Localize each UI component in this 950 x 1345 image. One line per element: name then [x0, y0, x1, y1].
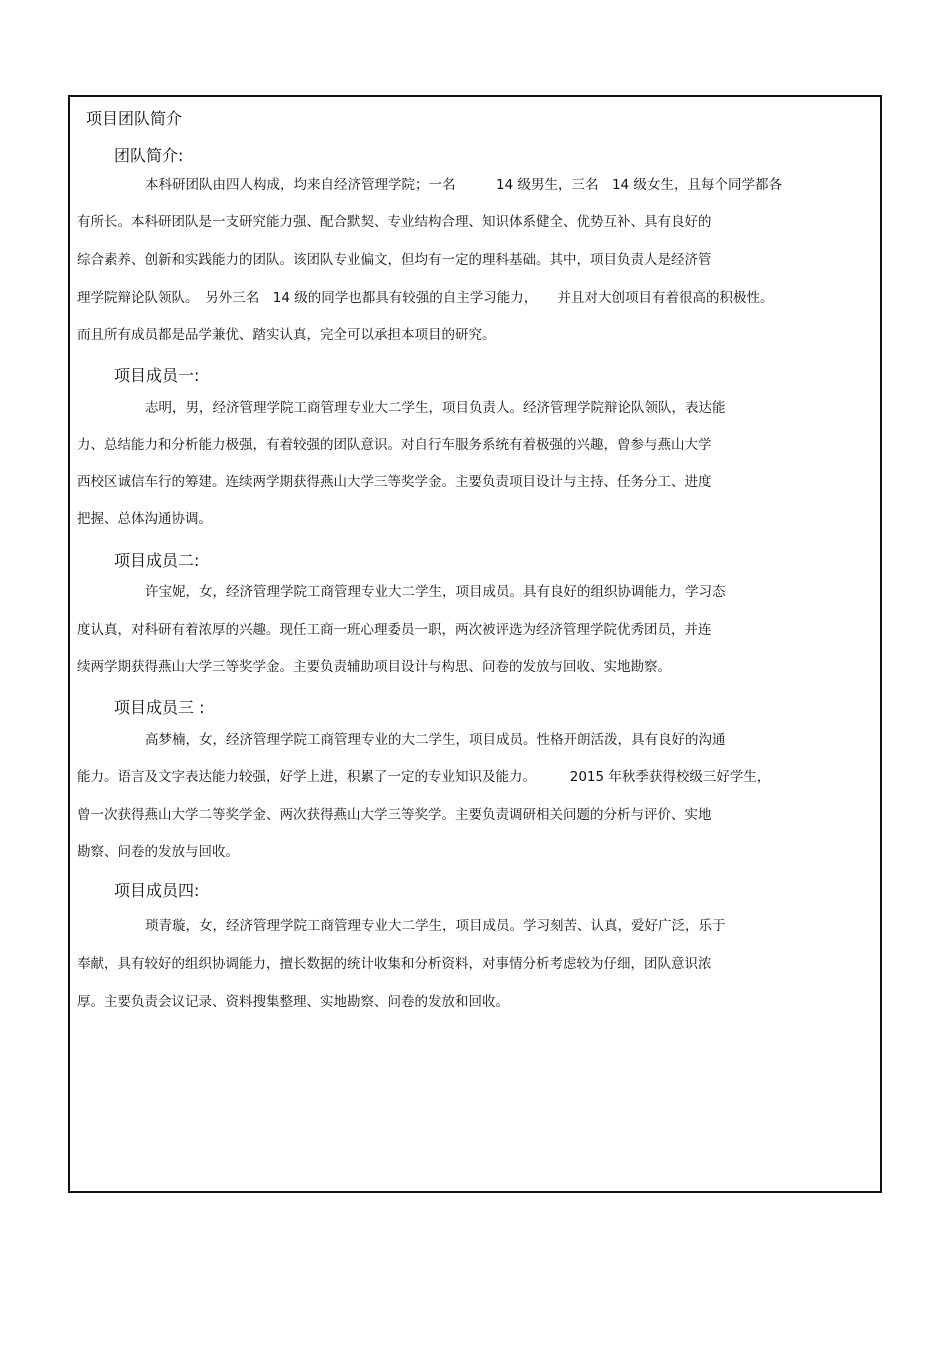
section-heading-member-1: 项目成员一:	[114, 366, 200, 385]
paragraph-line: 高梦楠，女，经济管理学院工商管理专业的大二学生，项目成员。性格开朗活泼，具有良好的沟通	[145, 732, 726, 748]
section-heading-member-2: 项目成员二:	[114, 551, 200, 570]
paragraph-line: 本科研团队由四人构成，均来自经济管理学院；一名 14 级男生，三名 14 级女生，且每个同学都各	[145, 177, 782, 193]
section-heading-team-intro: 团队简介:	[114, 146, 184, 165]
paragraph-line: 能力。语言及文字表达能力较强，好学上进，积累了一定的专业知识及能力。 2015 年秋季获得校级三好学生，	[77, 769, 771, 785]
paragraph-line: 西校区诚信车行的筹建。连续两学期获得燕山大学三等奖学金。主要负责项目设计与主持、任务分工、进度	[77, 474, 712, 490]
page-title: 项目团队简介	[86, 109, 183, 128]
paragraph-line: 琐青璇，女，经济管理学院工商管理专业大二学生，项目成员。学习刻苦、认真，爱好广泛，乐于	[145, 918, 726, 934]
paragraph-line: 志明，男，经济管理学院工商管理专业大二学生，项目负责人。经济管理学院辩论队领队，表达能	[145, 400, 726, 416]
paragraph-line: 力、总结能力和分析能力极强，有着较强的团队意识。对自行车服务系统有着极强的兴趣，曾参与燕山大学	[77, 437, 712, 453]
paragraph-line: 曾一次获得燕山大学二等奖学金、两次获得燕山大学三等奖学。主要负责调研相关问题的分析与评价、实地	[77, 807, 712, 823]
paragraph-line: 把握、总体沟通协调。	[77, 511, 212, 527]
paragraph-line: 厚。主要负责会议记录、资料搜集整理、实地勘察、问卷的发放和回收。	[77, 994, 509, 1010]
paragraph-line: 度认真，对科研有着浓厚的兴趣。现任工商一班心理委员一职，两次被评选为经济管理学院优秀团员，并连	[77, 622, 712, 638]
paragraph-line: 续两学期获得燕山大学三等奖学金。主要负责辅助项目设计与构思、问卷的发放与回收、实地勘察。	[77, 659, 671, 675]
paragraph-line: 许宝妮，女，经济管理学院工商管理专业大二学生，项目成员。具有良好的组织协调能力，学习态	[145, 584, 726, 600]
section-heading-member-3: 项目成员三 :	[114, 698, 205, 717]
paragraph-line: 而且所有成员都是品学兼优、踏实认真，完全可以承担本项目的研究。	[77, 327, 496, 343]
section-heading-member-4: 项目成员四:	[114, 881, 200, 900]
paragraph-line: 勘察、问卷的发放与回收。	[77, 844, 239, 860]
paragraph-line: 奉献，具有较好的组织协调能力，擅长数据的统计收集和分析资料，对事情分析考虑较为仔细，团队意识浓	[77, 956, 712, 972]
paragraph-line: 综合素养、创新和实践能力的团队。该团队专业偏文，但均有一定的理科基础。其中，项目负责人是经济管	[77, 252, 712, 268]
paragraph-line: 有所长。本科研团队是一支研究能力强、配合默契、专业结构合理、知识体系健全、优势互补、具有良好的	[77, 214, 712, 230]
paragraph-line: 理学院辩论队领队。 另外三名 14 级的同学也都具有较强的自主学习能力， 并且对大创项目有着很高的积极性。	[77, 290, 774, 306]
